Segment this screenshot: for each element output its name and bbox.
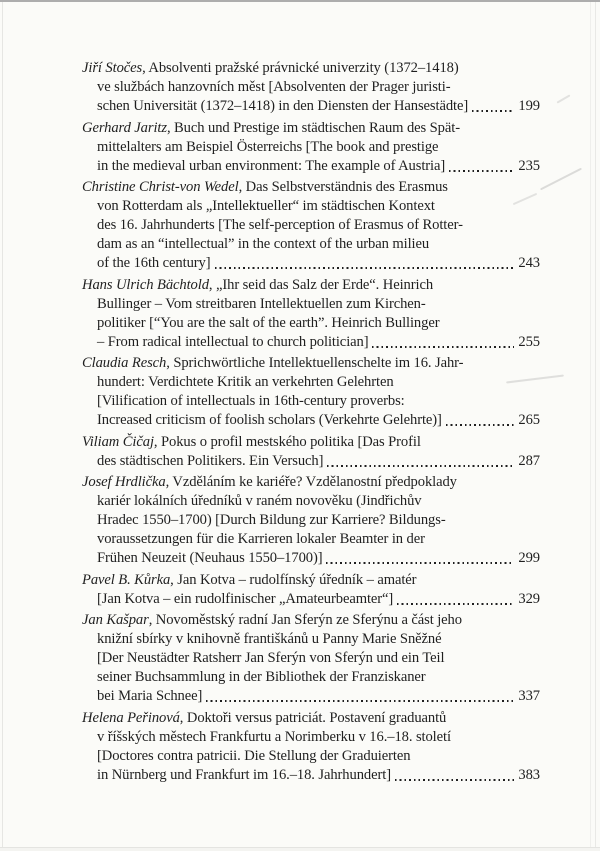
toc-line xyxy=(82,178,540,197)
toc-title-text: , Vzděláním ke kariéře? Vzdělanostní předpoklady xyxy=(165,474,457,490)
toc-line: [Doctores contra patricii. Die Stellung der Graduierten xyxy=(97,747,411,764)
toc-author: Helena Peřinová xyxy=(82,709,180,726)
scan-smudge xyxy=(540,168,582,191)
toc-entry xyxy=(82,119,540,176)
toc-title-text: , Novoměstský radní Jan Sferýn ze Sferýnu a část jeho xyxy=(148,612,462,628)
page-number: 235 xyxy=(518,157,540,174)
toc-author: Claudia Resch xyxy=(82,355,167,371)
toc-title-text: , Das Selbstverständnis des Erasmus xyxy=(238,179,448,195)
toc-line: mittelalters am Beispiel Österreichs [The book and prestige xyxy=(97,138,439,155)
toc-title-text: , „Ihr seid das Salz der Erde“. Heinrich xyxy=(208,276,434,293)
dot-leader xyxy=(326,562,514,564)
dot-leader xyxy=(472,110,514,112)
toc-title-text: Frühen Neuzeit (Neuhaus 1550–1700)] xyxy=(97,550,323,566)
dot-leader xyxy=(206,700,514,702)
dot-leader xyxy=(215,267,515,269)
page-number: 329 xyxy=(518,590,540,607)
page-number: 243 xyxy=(518,255,540,271)
toc-line: ve službách hanzovních měst [Absolventen der Prager juristi- xyxy=(97,79,451,95)
page-number: 255 xyxy=(518,333,540,350)
toc-author: Jiří Stočes xyxy=(82,60,143,76)
toc-line xyxy=(82,766,540,785)
toc-line: Hradec 1550–1700) [Durch Bildung zur Karriere? Bildungs- xyxy=(97,512,446,528)
toc-author: Viliam Čičaj xyxy=(82,433,154,450)
toc-line: des 16. Jahrhunderts [The self-perception of Erasmus of Rotter- xyxy=(97,217,463,233)
page-number: 265 xyxy=(518,412,540,428)
toc-line: [Vilification of intellectuals in 16th-century proverbs: xyxy=(97,393,405,409)
dot-leader xyxy=(446,424,515,426)
toc-line xyxy=(82,411,540,430)
toc-line xyxy=(82,97,540,116)
toc-line xyxy=(82,571,540,590)
toc-line xyxy=(82,452,540,471)
toc-line: knižní sbírky v knihovně františkánů u Panny Marie Sněžné xyxy=(97,631,442,647)
toc-title-text: , Pokus o profil mestského politika [Das Profil xyxy=(153,433,421,450)
toc-author: Christine Christ-von Wedel xyxy=(82,179,239,195)
scan-edge-right xyxy=(590,2,591,851)
toc-title-text: [Jan Kotva – ein rudolfinischer „Amateurbeamter“] xyxy=(97,590,394,607)
toc-line xyxy=(82,590,540,609)
dot-leader xyxy=(372,346,514,348)
page-number: 383 xyxy=(518,766,540,783)
toc-entry xyxy=(82,611,540,706)
scan-edge-right xyxy=(595,2,596,851)
toc-line: kariér lokálních úředníků v raném novověku (Jindřichův xyxy=(97,493,422,509)
toc-line xyxy=(82,119,540,138)
toc-title-text: , Jan Kotva – rudolfínský úředník – amatér xyxy=(170,571,417,588)
toc-line xyxy=(82,611,540,630)
toc-entry xyxy=(82,276,540,352)
toc-line: dam as an “intellectual” in the context of the urban milieu xyxy=(97,236,430,252)
toc-author: Gerhard Jaritz xyxy=(82,119,167,136)
toc-title-text: , Doktoři versus patriciát. Postavení graduantů xyxy=(179,709,447,726)
toc-line: [Der Neustädter Ratsherr Jan Sferýn von Sferýn und ein Teil xyxy=(97,650,445,666)
scan-smudge xyxy=(557,94,571,103)
toc-entry xyxy=(82,433,540,471)
dot-leader xyxy=(449,170,514,172)
toc-line xyxy=(82,687,540,706)
toc-title-text: des städtischen Politikers. Ein Versuch] xyxy=(97,452,324,469)
toc-author: Jan Kašpar xyxy=(82,612,149,628)
toc-author: Hans Ulrich Bächtold xyxy=(82,276,209,293)
toc-entry xyxy=(82,473,540,568)
toc-line: politiker [“You are the salt of the earth”. Heinrich Bullinger xyxy=(97,314,440,331)
toc-line: von Rotterdam als „Intellektueller“ im städtischen Kontext xyxy=(97,198,435,214)
toc-entry xyxy=(82,709,540,785)
toc-line xyxy=(82,473,540,492)
dot-leader xyxy=(327,465,514,467)
dot-leader xyxy=(395,779,514,781)
toc-title-text: in Nürnberg und Frankfurt im 16.–18. Jahrhundert] xyxy=(97,766,391,783)
scan-edge-top xyxy=(0,0,600,2)
toc-line xyxy=(82,433,540,452)
toc-title-text: schen Universität (1372–1418) in den Diensten der Hansestädte] xyxy=(97,98,469,114)
toc-line: Bullinger – Vom streitbaren Intellektuellen zum Kirchen- xyxy=(97,295,426,312)
toc-entry xyxy=(82,354,540,430)
toc-line xyxy=(82,59,540,78)
toc-line xyxy=(82,276,540,295)
toc-entry xyxy=(82,178,540,273)
toc-line xyxy=(82,254,540,273)
toc-author: Pavel B. Kůrka xyxy=(82,571,171,588)
toc-line xyxy=(82,709,540,728)
toc-line: voraussetzungen für die Karrieren lokaler Beamter in der xyxy=(97,531,425,547)
toc-entry xyxy=(82,59,540,116)
page-number: 199 xyxy=(518,98,540,114)
toc-title-text: Increased criticism of foolish scholars (Verkehrte Gelehrte)] xyxy=(97,412,442,428)
toc-line xyxy=(82,354,540,373)
page-number: 287 xyxy=(518,452,540,469)
toc-line: hundert: Verdichtete Kritik an verkehrten Gelehrten xyxy=(97,374,394,390)
toc-line: v říšských městech Frankfurtu a Norimberku v 16.–18. století xyxy=(97,728,451,745)
page-number: 299 xyxy=(518,550,540,566)
scan-edge-left xyxy=(2,2,3,851)
page-number: 337 xyxy=(518,688,540,704)
toc-title-text: of the 16th century] xyxy=(97,255,211,271)
toc-line: seiner Buchsammlung in der Bibliothek der Franziskaner xyxy=(97,669,426,685)
toc-title-text: in the medieval urban environment: The example of Austria] xyxy=(97,157,446,174)
toc-entry xyxy=(82,571,540,609)
toc-author: Josef Hrdlička xyxy=(82,474,166,490)
dot-leader xyxy=(397,603,514,605)
toc-line xyxy=(82,333,540,352)
scan-edge-bottom xyxy=(0,847,600,848)
toc-title-text: , Buch und Prestige im städtischen Raum des Spät- xyxy=(166,119,460,136)
toc-title-text: , Sprichwörtliche Intellektuellenschelte im 16. Jahr- xyxy=(166,355,464,371)
toc-line xyxy=(82,549,540,568)
toc-line xyxy=(82,157,540,176)
table-of-contents xyxy=(82,59,540,787)
toc-title-text: , Absolventi pražské právnické univerzity (1372–1418) xyxy=(142,60,459,76)
toc-title-text: bei Maria Schnee] xyxy=(97,688,203,704)
toc-title-text: – From radical intellectual to church politician] xyxy=(97,333,369,350)
